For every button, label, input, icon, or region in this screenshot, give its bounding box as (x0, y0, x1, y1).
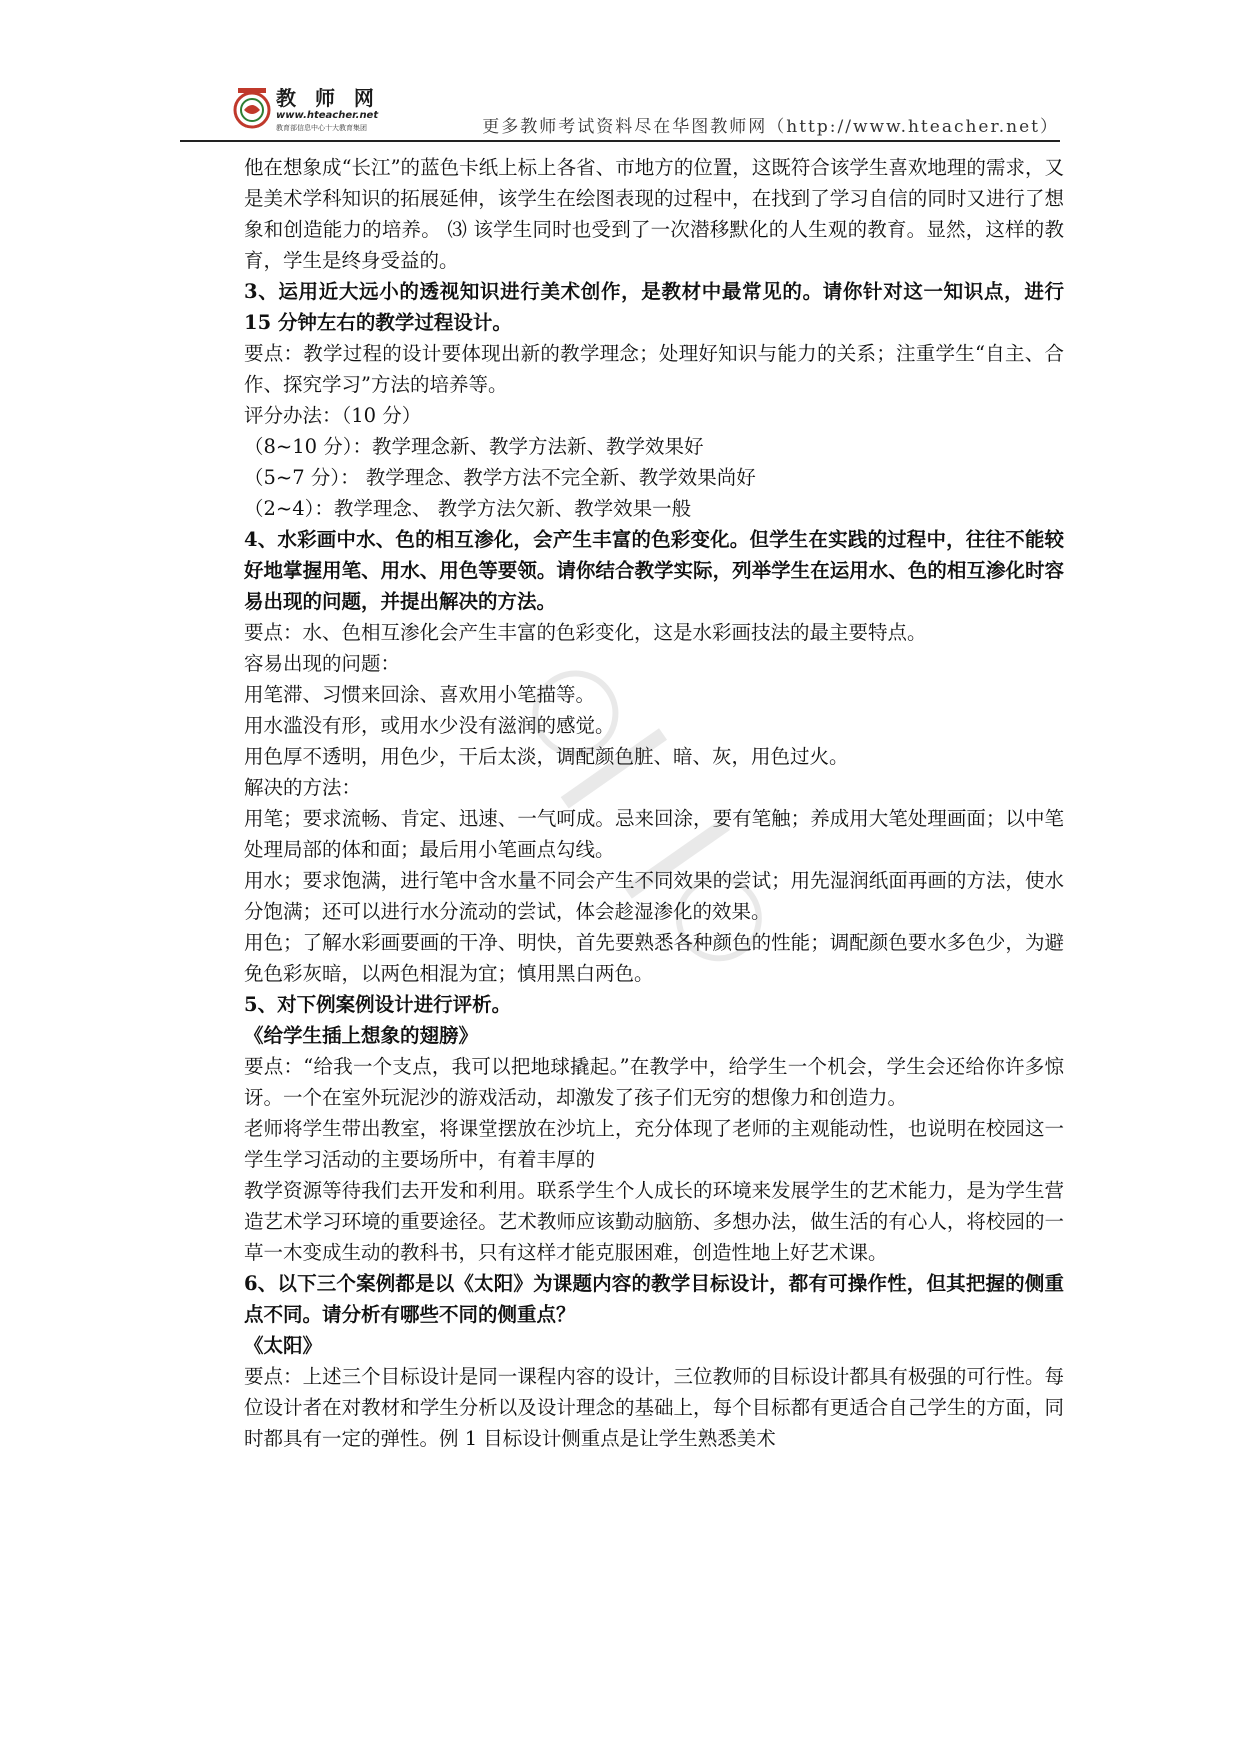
body-paragraph: 要点：上述三个目标设计是同一课程内容的设计，三位教师的目标设计都具有极强的可行性。每位设计者在对教材和学生分析以及设计理念的基础上，每个目标都有更适合自己学生的方面，同时都具有一定的弹性。例 1 目标设计侧重点是让学生熟悉美术 (244, 1365, 1064, 1450)
logo-title: 教 师 网 (276, 86, 380, 110)
question-heading: 《给学生插上想象的翅膀》 (244, 1024, 479, 1047)
question-heading: 4、水彩画中水、色的相互渗化，会产生丰富的色彩变化。但学生在实践的过程中，往往不能较好地掌握用笔、用水、用色等要领。请你结合教学实际，列举学生在运用水、色的相互渗化时容易出现的问题，并提出解决的方法。 (244, 528, 1064, 613)
body-paragraph: （5~7 分）： 教学理念、教学方法不完全新、教学效果尚好 (244, 466, 756, 489)
logo-emblem-icon (232, 86, 272, 130)
page-header (232, 82, 1059, 140)
body-paragraph: 要点：水、色相互渗化会产生丰富的色彩变化，这是水彩画技法的最主要特点。 (244, 621, 927, 644)
body-paragraph: 要点：教学过程的设计要体现出新的教学理念；处理好知识与能力的关系；注重学生“自主、合作、探究学习”方法的培养等。 (244, 342, 1064, 396)
header-divider (180, 140, 1060, 142)
question-heading: 5、对下例案例设计进行评析。 (244, 993, 512, 1016)
body-paragraph: 用水滥没有形，或用水少没有滋润的感觉。 (244, 714, 615, 737)
question-heading: 6、以下三个案例都是以《太阳》为课题内容的教学目标设计，都有可操作性，但其把握的侧重点不同。请分析有哪些不同的侧重点？ (244, 1272, 1064, 1326)
body-paragraph: （8~10 分）：教学理念新、教学方法新、教学效果好 (244, 435, 704, 458)
body-paragraph: （2~4）：教学理念、 教学方法欠新、教学效果一般 (244, 497, 692, 520)
site-logo (232, 82, 442, 140)
document-body (244, 152, 1064, 1454)
logo-url: www.hteacher.net (276, 110, 379, 121)
body-paragraph: 用色；了解水彩画要画的干净、明快，首先要熟悉各种颜色的性能；调配颜色要水多色少，为避免色彩灰暗，以两色相混为宜；慎用黑白两色。 (244, 931, 1064, 985)
question-heading: 《太阳》 (244, 1334, 323, 1357)
body-paragraph: 用色厚不透明，用色少，干后太淡，调配颜色脏、暗、灰，用色过火。 (244, 745, 849, 768)
body-paragraph: 用笔滞、习惯来回涂、喜欢用小笔描等。 (244, 683, 596, 706)
logo-subtitle: 教育部信息中心十大教育集团 (276, 124, 367, 132)
body-paragraph: 用笔；要求流畅、肯定、迅速、一气呵成。忌来回涂，要有笔触；养成用大笔处理画面；以中笔处理局部的体和面；最后用小笔画点勾线。 (244, 807, 1064, 861)
body-paragraph: 教学资源等待我们去开发和利用。联系学生个人成长的环境来发展学生的艺术能力，是为学生营造艺术学习环境的重要途径。艺术教师应该勤动脑筋、多想办法，做生活的有心人，将校园的一草一木变成生动的教科书，只有这样才能克服困难，创造性地上好艺术课。 (244, 1179, 1064, 1264)
body-paragraph: 容易出现的问题： (244, 652, 401, 675)
body-paragraph: 用水；要求饱满，进行笔中含水量不同会产生不同效果的尝试；用先湿润纸面再画的方法，使水分饱满；还可以进行水分流动的尝试，体会趁湿渗化的效果。 (244, 869, 1064, 923)
body-paragraph: 要点：“给我一个支点，我可以把地球撬起。”在教学中，给学生一个机会，学生会还给你许多惊讶。一个在室外玩泥沙的游戏活动，却激发了孩子们无穷的想像力和创造力。 (244, 1055, 1064, 1109)
header-tagline: 更多教师考试资料尽在华图教师网（http://www.hteacher.net） (482, 117, 1059, 137)
question-heading: 3、运用近大远小的透视知识进行美术创作，是教材中最常见的。请你针对这一知识点，进行 15 分钟左右的教学过程设计。 (244, 280, 1064, 334)
body-paragraph: 评分办法：（10 分） (244, 404, 422, 427)
body-paragraph: 他在想象成“长江”的蓝色卡纸上标上各省、市地方的位置，这既符合该学生喜欢地理的需求，又是美术学科知识的拓展延伸，该学生在绘图表现的过程中，在找到了学习自信的同时又进行了想象和创造能力的培养。 ⑶ 该学生同时也受到了一次潜移默化的人生观的教育。显然，这样的教育，学生是终身受益的。 (244, 156, 1064, 272)
body-paragraph: 老师将学生带出教室，将课堂摆放在沙坑上，充分体现了老师的主观能动性，也说明在校园这一学生学习活动的主要场所中，有着丰厚的 (244, 1117, 1064, 1171)
body-paragraph: 解决的方法： (244, 776, 362, 799)
